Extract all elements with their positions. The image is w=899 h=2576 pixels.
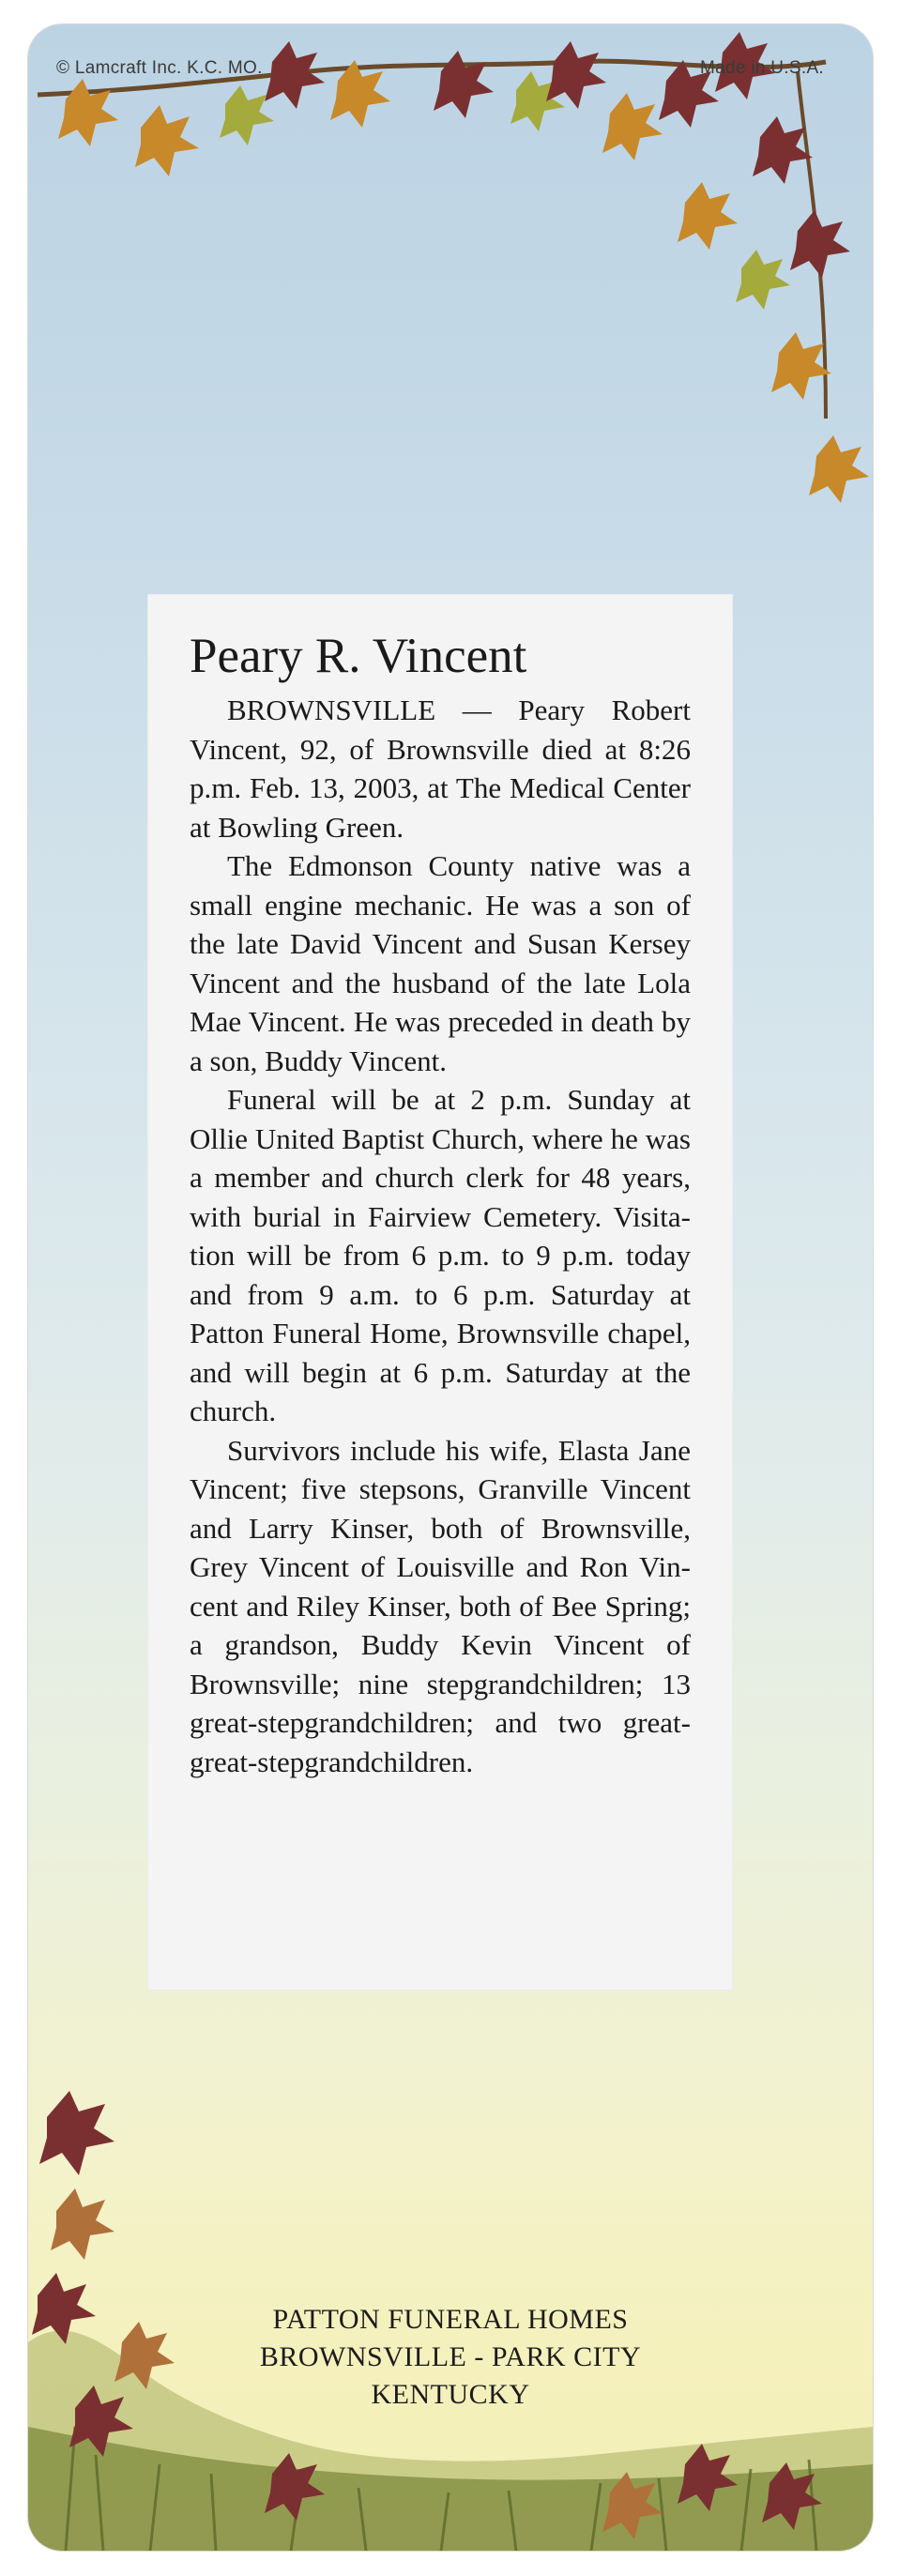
top-leaf-branch-illustration <box>38 32 869 503</box>
made-in-text: Made in U.S.A. <box>700 58 824 78</box>
obituary-paragraph-4: Survivors include his wife, Elasta Jane Vincent; five stepsons, Granville Vincent and Larry Kinser, both of Brownsville, Grey Vincent of Louisville and Ron Vincent and Riley Kinser, both of Bee Spring; a grandson, Buddy Kevin Vincent of Brownsville; nine stepgrandchildren; 13 great-stepgrandchildren; and two great-great-stepgrandchildren. <box>190 1433 691 1778</box>
obituary-paragraph-3: Funeral will be at 2 p.m. Sunday at Ollie United Baptist Church, where he was a member and church clerk for 48 years, with burial in Fairview Cemetery. Visitation will be from 6 p.m. to 9 p.m. today and from 9 a.m. to 6 p.m. Saturday at Patton Funeral Home, Brownsville chapel, and will begin at 6 p.m. Saturday at the church. <box>190 1083 691 1427</box>
footer-line-3: KENTUCKY <box>371 2379 530 2410</box>
copyright-text: © Lamcraft Inc. K.C. MO. <box>56 58 263 78</box>
obituary-name: Peary R. Vincent <box>190 629 527 683</box>
obituary-text <box>190 629 691 1781</box>
obituary-paragraph-2: The Edmonson County native was a small engine mechanic. He was a son of the late David Vincent and Susan Kersey Vincent and the husband of the late Lola Mae Vincent. He was preceded in death by a son, Buddy Vincent. <box>190 849 691 1077</box>
funeral-home-footer <box>28 2301 873 2414</box>
footer-line-2: BROWNSVILLE - PARK CITY <box>259 2341 642 2372</box>
footer-line-1: PATTON FUNERAL HOMES <box>272 2304 629 2335</box>
obituary-paragraph-1: BROWNSVILLE — Peary Robert Vincent, 92, of Brownsville died at 8:26 p.m. Feb. 13, 2003, at The Medical Center at Bowling Green. <box>190 694 691 844</box>
obituary-panel <box>148 595 732 1989</box>
bookmark-card <box>28 24 873 2551</box>
